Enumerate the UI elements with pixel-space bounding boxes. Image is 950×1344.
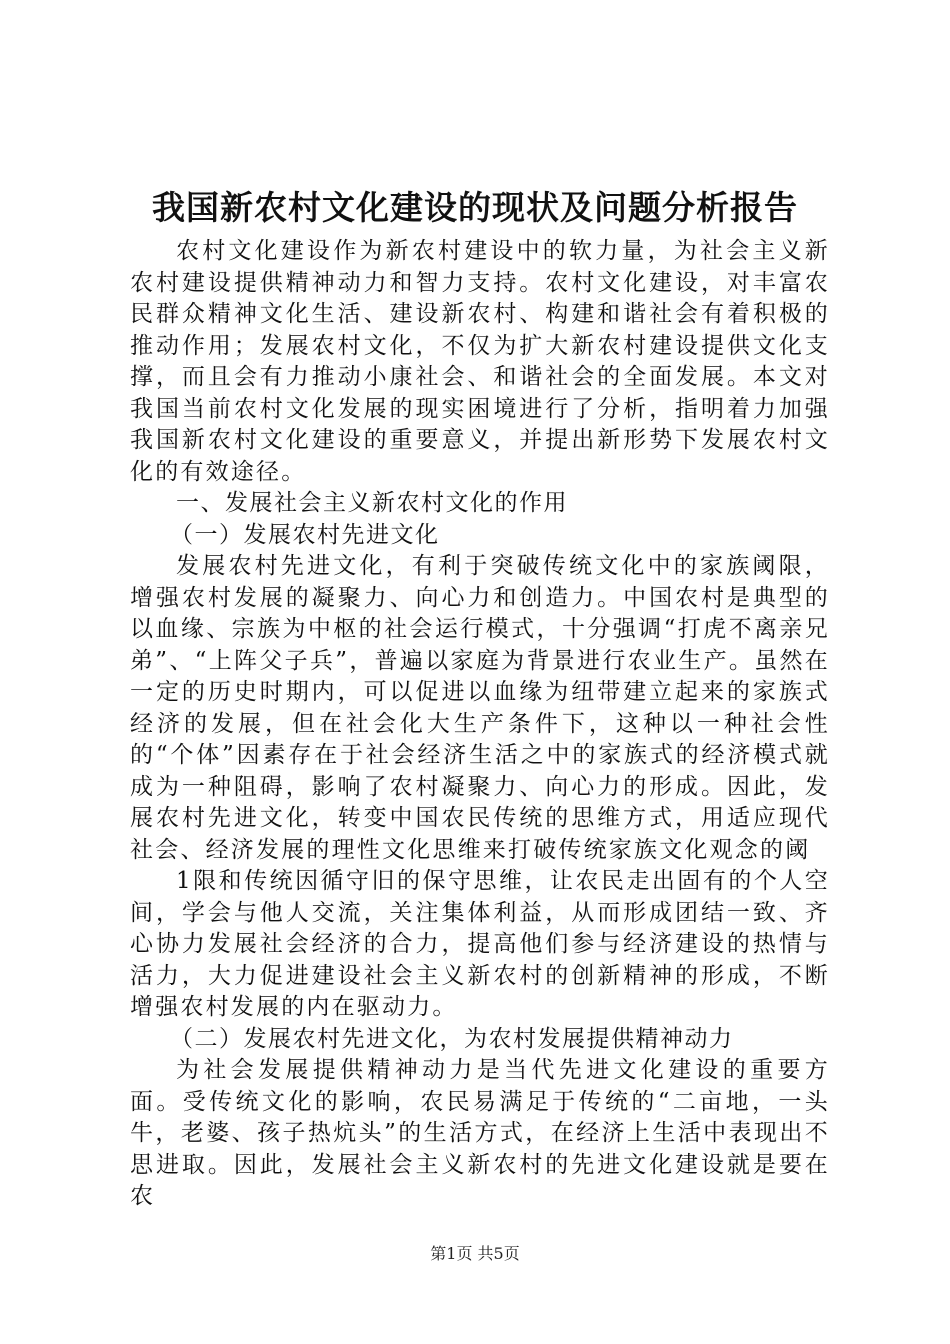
section-heading-1: 一、发展社会主义新农村文化的作用 bbox=[176, 490, 568, 516]
document-body bbox=[130, 236, 830, 1213]
page-number-footer: 第1页 共5页 bbox=[430, 1244, 520, 1263]
document-title: 我国新农村文化建设的现状及问题分析报告 bbox=[152, 188, 798, 227]
paragraph-continued: 1限和传统因循守旧的保守思维，让农民走出固有的个人空间，学会与他人交流，关注集体利益，从而形成团结一致、齐心协力发展社会经济的合力，提高他们参与经济建设的热情与活力，大力促进建设社会主义新农村的创新精神的形成，不断增强农村发展的内在驱动力。 bbox=[130, 868, 830, 1020]
subsection-heading-2: （二）发展农村先进文化，为农村发展提供精神动力 bbox=[170, 1025, 734, 1052]
paragraph-intro: 农村文化建设作为新农村建设中的软力量，为社会主义新农村建设提供精神动力和智力支持。农村文化建设，对丰富农民群众精神文化生活、建设新农村、构建和谐社会有着积极的推动作用；发展农村文化，不仅为扩大新农村建设提供文化支撑，而且会有力推动小康社会、和谐社会的全面发展。本文对我国当前农村文化发展的现实困境进行了分析，指明着力加强我国新农村文化建设的重要意义，并提出新形势下发展农村文化的有效途径。 bbox=[130, 238, 830, 485]
subsection-heading-1: （一）发展农村先进文化 bbox=[170, 521, 440, 548]
paragraph-spiritual-power: 为社会发展提供精神动力是当代先进文化建设的重要方面。受传统文化的影响，农民易满足于传统的“二亩地，一头牛，老婆、孩子热炕头”的生活方式，在经济上生活中表现出不思进取。因此，发展社会主义新农村的先进文化建设就是要在农 bbox=[130, 1057, 830, 1209]
paragraph-advanced-culture: 发展农村先进文化，有利于突破传统文化中的家族阈限，增强农村发展的凝聚力、向心力和创造力。中国农村是典型的以血缘、宗族为中枢的社会运行模式，十分强调“打虎不离亲兄弟”、“上阵父子兵”，普遍以家庭为背景进行农业生产。虽然在一定的历史时期内，可以促进以血缘为纽带建立起来的家族式经济的发展，但在社会化大生产条件下，这种以一种社会性的“个体”因素存在于社会经济生活之中的家族式的经济模式就成为一种阻碍，影响了农村凝聚力、向心力的形成。因此，发展农村先进文化，转变中国农民传统的思维方式，用适应现代社会、经济发展的理性文化思维来打破传统家族文化观念的阈 bbox=[130, 553, 830, 863]
